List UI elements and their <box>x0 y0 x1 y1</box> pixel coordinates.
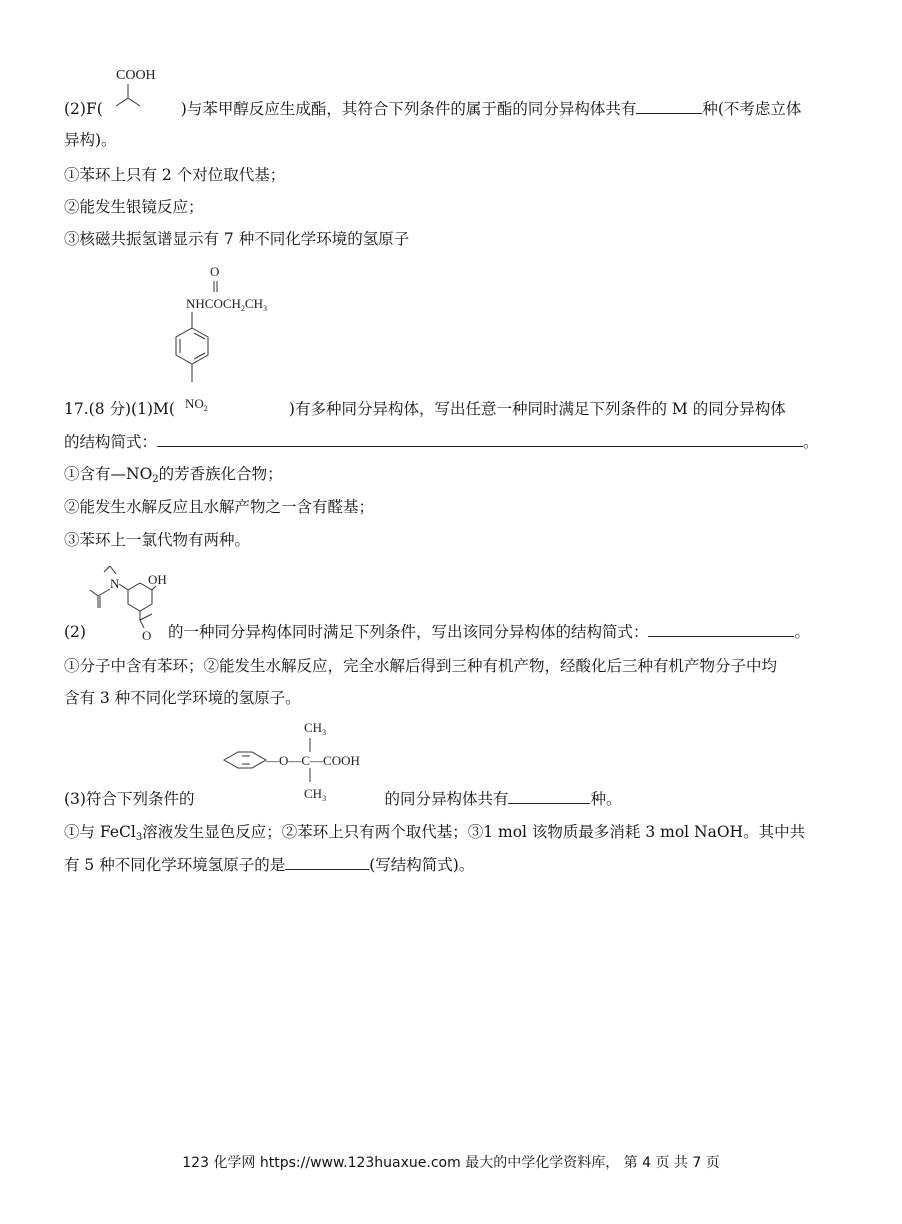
q16-part2-line1 <box>64 99 801 119</box>
svg-text:NHCOCH2CH3 <box>186 296 267 313</box>
q17-header-suffix: )有多种同分异构体，写出任意一种同时满足下列条件的 M 的同分异构体 <box>288 400 786 418</box>
q17-p2-cond-line2: 含有 3 种不同化学环境的氢原子。 <box>64 689 301 707</box>
q17-p2-label: (2) <box>64 623 86 641</box>
q17-p2-text: 的一种同分异构体同时满足下列条件，写出该同分异构体的结构简式： <box>167 623 649 641</box>
q17-p2-line <box>64 622 810 642</box>
struct-p3-ch3-bottom: CH <box>304 786 323 801</box>
q17-p3-cond-line1: ①与 FeCl$_3$溶液发生显色反应；②苯环上只有两个取代基；③1 mol 该物质最多消耗 3 mol NaOH。其中共 <box>64 823 806 843</box>
q17-c1: ①含有$—NO_2$的芳香族化合物； <box>64 465 283 485</box>
struct-p3-ch3-bottom-sub: 3 <box>322 794 327 803</box>
q16-answer-blank[interactable] <box>636 99 702 114</box>
struct-p3-ch3-top: CH <box>304 720 323 735</box>
struct-m-chain-end-sub: 3 <box>262 304 267 313</box>
q17-c2: ②能发生水解反应且水解产物之一含有醛基； <box>64 498 375 516</box>
q17-p3-answer-blank[interactable] <box>508 789 590 804</box>
struct-m-no: NO <box>185 396 204 411</box>
q17-p3-line <box>64 789 622 809</box>
q17-header-line2-end: 。 <box>803 433 819 451</box>
q16-part2-line2: 异构)。 <box>64 131 117 149</box>
q16-cond1: ①苯环上只有 2 个对位取代基； <box>64 166 286 184</box>
struct-p2-o: O <box>142 628 152 642</box>
q17-p2-answer-blank[interactable] <box>648 622 794 637</box>
q16-part2-mid: )与苯甲醇反应生成酯，其符合下列条件的属于酯的同分异构体共有 <box>180 100 637 118</box>
q17-header-line2 <box>64 432 819 452</box>
page-footer: 123 化学网 https://www.123huaxue.com 最大的中学化学资料库， 第 4 页 共 7 页 <box>182 1155 720 1171</box>
q17-p3-suffix: 的同分异构体共有 <box>384 790 509 808</box>
q17-header-prefix: 17.(8 分)(1)M( <box>64 400 175 418</box>
q17-p1-answer-blank[interactable] <box>157 432 803 447</box>
structure-m <box>160 260 310 418</box>
struct-p3-ch3-top-sub: 3 <box>322 728 327 737</box>
struct-m-chain: NHCOCH <box>186 296 241 311</box>
q17-c3: ③苯环上一氯代物有两种。 <box>64 531 251 549</box>
q17-p3-cond-line2: 有 5 种不同化学环境氢原子的是 (写结构简式)。 <box>64 856 475 874</box>
q16-cond3: ③核磁共振氢谱显示有 7 种不同化学环境的氢原子 <box>64 230 410 248</box>
q17-p3-structure-blank[interactable] <box>285 855 369 870</box>
q17-p3-end: 种。 <box>590 790 622 808</box>
q16-part2-prefix: (2)F( <box>64 100 103 118</box>
q17-p2-end: 。 <box>794 623 810 641</box>
struct-p2-n: N <box>110 576 120 591</box>
struct-m-o: O <box>210 264 220 279</box>
struct-m-chain-end: CH <box>244 296 263 311</box>
q17-p2-cond-line1: ①分子中含有苯环；②能发生水解反应，完全水解后得到三种有机产物，经酸化后三种有机产物分子中均 <box>64 657 778 675</box>
q16-cond2: ②能发生银镜反应； <box>64 198 204 216</box>
q17-p3-prefix: (3)符合下列条件的 <box>64 790 195 808</box>
struct-m-no-sub: 2 <box>203 404 208 413</box>
struct-p3-chain: —O—C—COOH <box>266 753 360 768</box>
q17-header-line1 <box>64 399 786 419</box>
q16-part2-suffix: 种(不考虑立体 <box>702 100 802 118</box>
svg-text:CH3 <box>304 720 326 737</box>
struct-m-chain-sub: 2 <box>240 304 245 313</box>
struct-p2-oh: OH <box>148 572 167 587</box>
q17-header-line2-text: 的结构简式： <box>64 433 158 451</box>
struct-f-cooh: COOH <box>116 68 156 83</box>
